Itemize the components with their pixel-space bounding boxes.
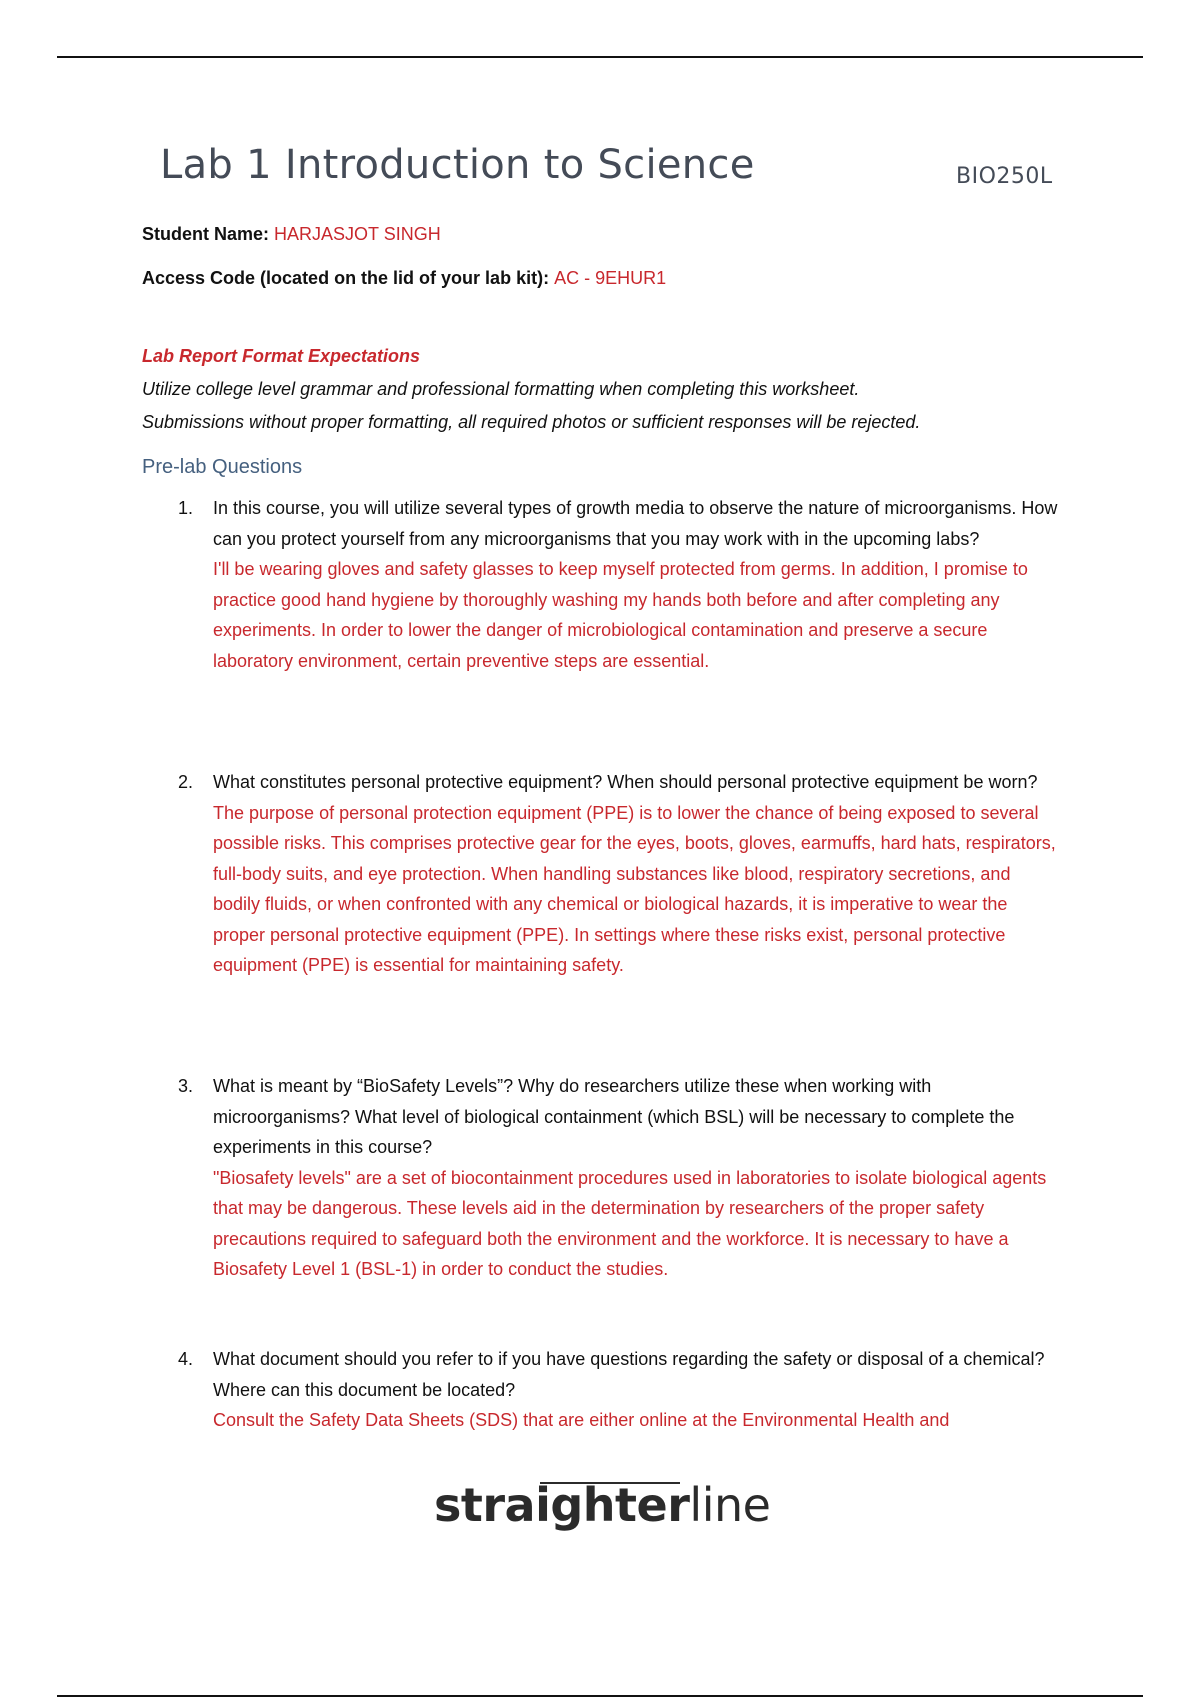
format-expectation-line: Submissions without proper formatting, all required photos or sufficient responses will be rejected. <box>142 412 921 432</box>
question-text: What document should you refer to if you have questions regarding the safety or disposal of a chemical? Where can this document be located? <box>213 1349 1045 1400</box>
question-number: 1. <box>178 498 194 518</box>
bottom-rule <box>57 1695 1143 1697</box>
top-rule <box>57 56 1143 58</box>
question-item <box>178 1071 1058 1285</box>
answer-text: I'll be wearing gloves and safety glasses to keep myself protected from germs. In addition, I promise to practice good hand hygiene by thoroughly washing my hands both before and after completing any experiments. In order to lower the danger of microbiological contamination and preserve a secure laboratory environment, certain preventive steps are essential. <box>213 559 1028 671</box>
question-item <box>178 767 1058 981</box>
student-name-label: Student Name: <box>142 224 275 244</box>
logo-light-text: line <box>689 1478 771 1532</box>
question-item <box>178 493 1058 676</box>
access-code-label: Access Code (located on the lid of your lab kit): <box>142 268 555 288</box>
course-code: BIO250L <box>956 164 1053 189</box>
student-name-field <box>142 224 441 245</box>
question-number: 4. <box>178 1349 194 1369</box>
answer-text: "Biosafety levels" are a set of biocontainment procedures used in laboratories to isolate biological agents that may be dangerous. These levels aid in the determination by researchers of the proper safety precautions required to safeguard both the environment and the workforce. It is necessary to have a Biosafety Level 1 (BSL-1) in order to conduct the studies. <box>213 1167 1047 1279</box>
question-number: 2. <box>178 772 194 792</box>
student-name-value: HARJASJOT SINGH <box>274 224 441 244</box>
answer-text: The purpose of personal protection equipment (PPE) is to lower the chance of being exposed to several possible risks. This comprises protective gear for the eyes, boots, gloves, earmuffs, hard hats, respirators, full-body suits, and eye protection. When handling substances like blood, respiratory secretions, and bodily fluids, or when confronted with any chemical or biological hazards, it is imperative to wear the proper personal protective equipment (PPE). In settings where these risks exist, personal protective equipment (PPE) is essential for maintaining safety. <box>213 802 1056 975</box>
format-expectation-line: Utilize college level grammar and professional formatting when completing this worksheet. <box>142 379 860 399</box>
prelab-heading: Pre-lab Questions <box>142 456 303 478</box>
question-text: What constitutes personal protective equipment? When should personal protective equipment be worn? <box>213 772 1038 792</box>
question-item <box>178 1344 1058 1436</box>
answer-text: Consult the Safety Data Sheets (SDS) that are either online at the Environmental Health and <box>213 1410 950 1430</box>
page-title: Lab 1 Introduction to Science <box>160 142 755 188</box>
format-expectations-heading: Lab Report Format Expectations <box>142 346 421 366</box>
access-code-field <box>142 268 666 289</box>
straighterline-logo <box>434 1478 770 1532</box>
question-text: What is meant by “BioSafety Levels”? Why do researchers utilize these when working with microorganisms? What level of biological containment (which BSL) will be necessary to complete the experiments in this course? <box>213 1076 1015 1157</box>
question-text: In this course, you will utilize several types of growth media to observe the nature of microorganisms. How can you protect yourself from any microorganisms that you may work with in the upcoming labs? <box>213 498 1058 549</box>
logo-bold-text: straighter <box>434 1478 690 1532</box>
question-number: 3. <box>178 1076 194 1096</box>
access-code-value: AC - 9EHUR1 <box>554 268 667 288</box>
